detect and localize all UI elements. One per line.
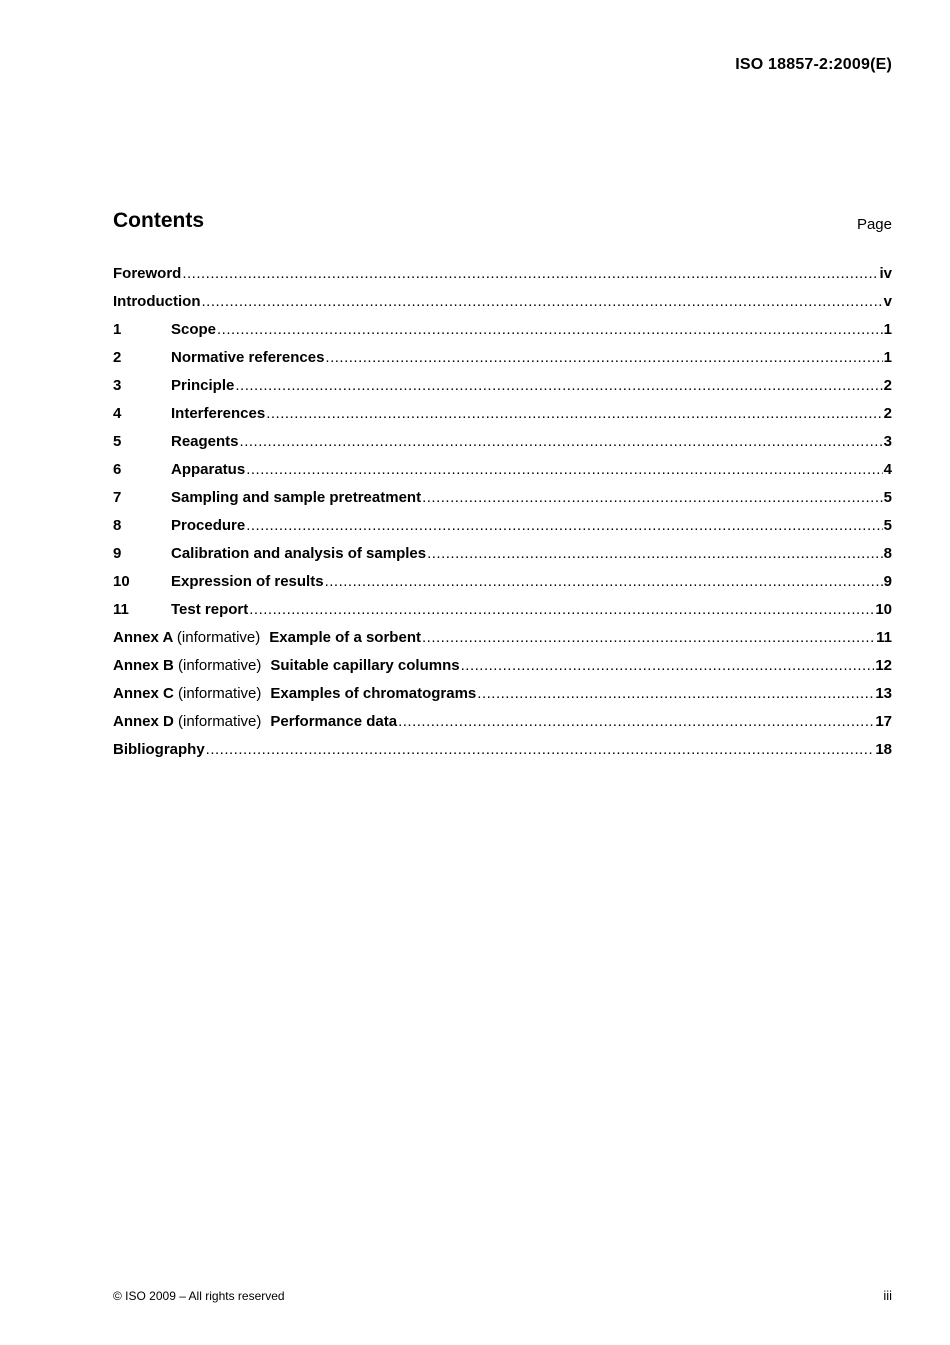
toc-entry-introduction[interactable] (113, 293, 892, 321)
toc-entry-title: Suitable capillary columns (270, 657, 460, 674)
toc-entry-clause-2[interactable] (113, 349, 892, 377)
toc-annex-label: Annex D (113, 713, 174, 730)
toc-entry-annex-c[interactable] (113, 685, 892, 713)
toc-leader (182, 265, 878, 282)
toc-leader (422, 629, 875, 646)
toc-annex-heading (113, 713, 261, 730)
table-of-contents (113, 265, 892, 769)
toc-leader (240, 433, 883, 450)
toc-entry-clause-4[interactable] (113, 405, 892, 433)
toc-clause-number: 4 (113, 405, 122, 422)
toc-leader (422, 489, 883, 506)
contents-title: Contents (113, 209, 204, 232)
toc-entry-page: 4 (883, 461, 892, 478)
toc-entry-clause-6[interactable] (113, 461, 892, 489)
toc-entry-page: 12 (875, 657, 892, 674)
toc-entry-page: 11 (876, 629, 892, 646)
toc-entry-page: 2 (883, 405, 892, 422)
toc-leader (398, 713, 874, 730)
toc-entry-page: 8 (883, 545, 892, 562)
toc-entry-page: v (883, 293, 892, 310)
toc-clause-number: 2 (113, 349, 122, 366)
toc-entry-clause-8[interactable] (113, 517, 892, 545)
toc-annex-label: Annex A (113, 629, 173, 646)
footer-page-number: iii (883, 1288, 892, 1303)
toc-entry-title: Test report (171, 601, 249, 618)
toc-entry-clause-9[interactable] (113, 545, 892, 573)
page-column-label: Page (856, 216, 892, 233)
toc-entry-title: Principle (171, 377, 235, 394)
toc-entry-title: Example of a sorbent (269, 629, 421, 646)
toc-entry-annex-b[interactable] (113, 657, 892, 685)
document-id: ISO 18857-2:2009(E) (735, 56, 892, 73)
toc-clause-number: 8 (113, 517, 122, 534)
toc-clause-number: 10 (113, 573, 130, 590)
toc-entry-page: 18 (875, 741, 892, 758)
toc-entry-title: Scope (171, 321, 217, 338)
toc-leader (246, 461, 882, 478)
toc-entry-title: Examples of chromatograms (270, 685, 477, 702)
toc-entry-clause-5[interactable] (113, 433, 892, 461)
toc-leader (246, 517, 882, 534)
toc-annex-heading (113, 657, 261, 674)
toc-leader (217, 321, 883, 338)
toc-entry-page: 1 (883, 349, 892, 366)
toc-entry-page: iv (879, 265, 892, 282)
toc-entry-title: Normative references (171, 349, 325, 366)
toc-entry-page: 9 (883, 573, 892, 590)
toc-leader (427, 545, 883, 562)
toc-entry-page: 13 (875, 685, 892, 702)
toc-entry-title: Bibliography (113, 741, 205, 758)
toc-entry-title: Foreword (113, 265, 182, 282)
toc-entry-page: 10 (875, 601, 892, 618)
toc-entry-page: 5 (883, 489, 892, 506)
toc-annex-type: (informative) (178, 657, 262, 674)
toc-leader (325, 573, 883, 590)
toc-leader (477, 685, 874, 702)
toc-entry-title: Sampling and sample pretreatment (171, 489, 422, 506)
toc-leader (325, 349, 882, 366)
toc-entry-title: Apparatus (171, 461, 246, 478)
toc-annex-type: (informative) (178, 685, 262, 702)
toc-clause-number: 7 (113, 489, 122, 506)
toc-entry-title: Interferences (171, 405, 266, 422)
toc-clause-number: 6 (113, 461, 122, 478)
toc-entry-page: 3 (883, 433, 892, 450)
toc-clause-number: 11 (113, 601, 129, 618)
toc-entry-page: 2 (883, 377, 892, 394)
toc-entry-clause-3[interactable] (113, 377, 892, 405)
toc-entry-title: Expression of results (171, 573, 324, 590)
toc-entry-clause-10[interactable] (113, 573, 892, 601)
toc-entry-title: Procedure (171, 517, 246, 534)
footer-copyright: © ISO 2009 – All rights reserved (113, 1289, 285, 1303)
toc-entry-annex-a[interactable] (113, 629, 892, 657)
toc-annex-label: Annex C (113, 685, 174, 702)
toc-entry-foreword[interactable] (113, 265, 892, 293)
toc-annex-type: (informative) (178, 713, 262, 730)
toc-clause-number: 5 (113, 433, 122, 450)
toc-entry-bibliography[interactable] (113, 741, 892, 769)
toc-leader (206, 741, 875, 758)
toc-entry-page: 5 (883, 517, 892, 534)
toc-clause-number: 9 (113, 545, 122, 562)
toc-entry-page: 1 (883, 321, 892, 338)
toc-entry-title: Calibration and analysis of samples (171, 545, 427, 562)
toc-annex-label: Annex B (113, 657, 174, 674)
toc-annex-heading (113, 629, 260, 646)
toc-annex-type: (informative) (176, 629, 261, 646)
toc-leader (266, 405, 882, 422)
toc-annex-heading (113, 685, 261, 702)
toc-leader (249, 601, 874, 618)
toc-entry-clause-7[interactable] (113, 489, 892, 517)
toc-entry-title: Introduction (113, 293, 201, 310)
toc-leader (235, 377, 882, 394)
toc-entry-annex-d[interactable] (113, 713, 892, 741)
toc-entry-clause-1[interactable] (113, 321, 892, 349)
toc-clause-number: 3 (113, 377, 122, 394)
toc-entry-clause-11[interactable] (113, 601, 892, 629)
toc-leader (201, 293, 882, 310)
toc-leader (461, 657, 875, 674)
toc-entry-page: 17 (875, 713, 892, 730)
toc-entry-title: Performance data (270, 713, 398, 730)
toc-clause-number: 1 (113, 321, 122, 338)
toc-entry-title: Reagents (171, 433, 239, 450)
